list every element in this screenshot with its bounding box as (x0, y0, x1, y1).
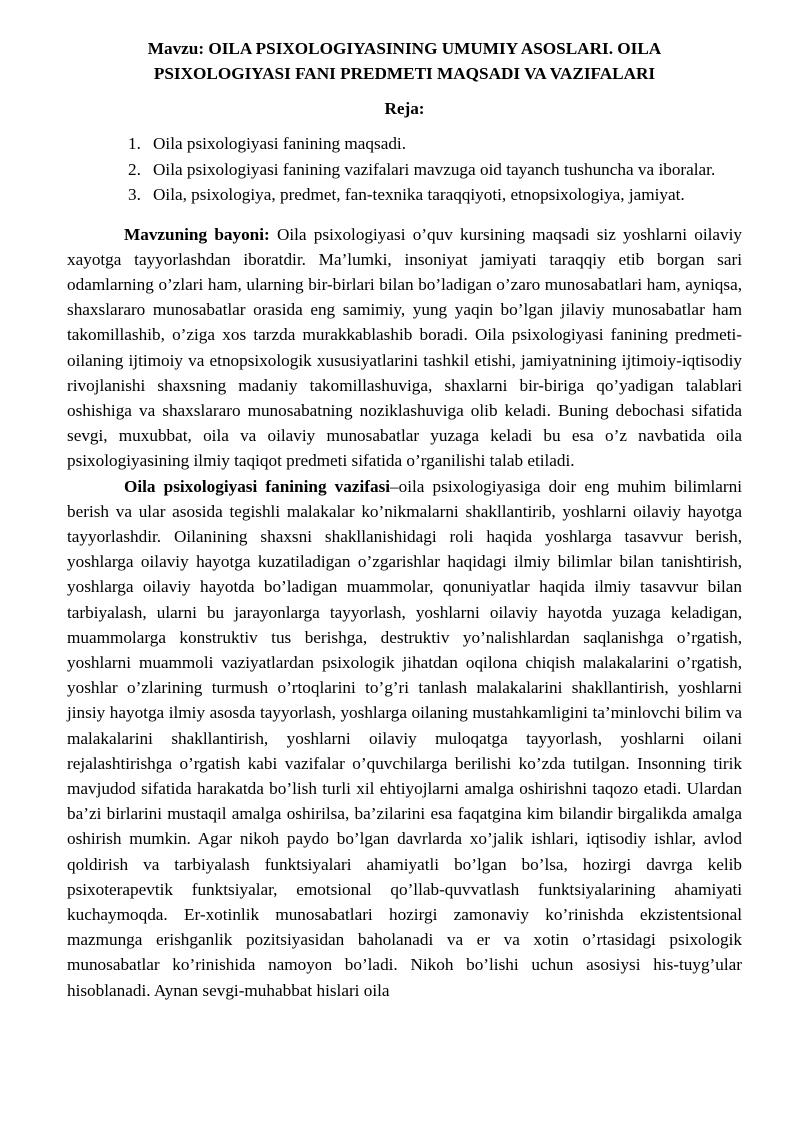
plan-item-text: Oila psixologiyasi fanining maqsadi. (153, 134, 407, 153)
document-title (67, 36, 742, 86)
plan-heading: Reja: (384, 99, 425, 118)
plan-item (128, 182, 742, 208)
plan-item (128, 157, 742, 183)
plan-item-number: 2. (128, 159, 141, 179)
plan-item-text: Oila psixologiyasi fanining vazifalari mavzuga oid tayanch tushuncha va iboralar. (153, 159, 716, 179)
title-line-2: PSIXOLOGIYASI FANI PREDMETI MAQSADI VA VAZIFALARI (153, 64, 656, 83)
paragraph-lead: Mavzuning bayoni: (124, 224, 270, 244)
body-paragraph (67, 474, 742, 1003)
plan-list (67, 131, 742, 208)
body-paragraph (67, 222, 742, 474)
plan-item-number: 1. (128, 134, 141, 153)
paragraph-lead: Oila psixologiyasi fanining vazifasi (124, 476, 391, 496)
paragraph-text: Oila psixologiyasi o’quv kursining maqsadi siz yoshlarni oilaviy xayotga tayyorlashdan iboratdir. Ma’lumki, insoniyat jamiyati taraqqiy etib borgan sari odamlarning o’zlari ham, ularning bir-birlari bilan bo’ladigan o’zaro munosabatlari ham, ayniqsa, shaxslararo munosabatlar orasida eng samimiy, yung yaqin bo’lgan jilaviy munosabatlar ham takomillashib, o’ziga xos tarzda murakkablashib boradi. Oila psixologiyasi fanining predmeti-oilaning ijtimoiy va etnopsixologik xususiyatlarini tashkil etishi, jamiyatnining ijtimoiy-iqtisodiy rivojlanishi shaxsning madaniy takomillashuviga, shaxlarni bir-biriga qo’yadigan talablari oshishiga va shaxslararo munosabatning noziklashuviga olib keladi. Buning debochasi sifatida sevgi, muxubbat, oila va oilaviy munosabatlar yuzaga keladi bu esa o’z navbatida oila psixologiyasining ilmiy taqiqot predmeti sifatida o’rganilishi talab etiladi. (67, 224, 743, 471)
title-line-1: Mavzu: OILA PSIXOLOGIYASINING UMUMIY ASOSLARI. OILA (147, 39, 662, 58)
paragraph-text: –oila psixologiyasiga doir eng muhim bilimlarni berish va ular asosida tegishli malakalar ko’nikmalarni shakllantirib, yoshlarni oilaviy hayotga tayyorlashdir. Oilanining shaxsni shakllanishidagi roli haqida yoshlarga tasavvur berish, yoshlarga oilaviy hayotga kuzatiladigan o’zgarishlar haqidagi ilmiy bilimlar bilan tanishtirish, yoshlarga oilaviy hayotda bo’ladigan muammolar, qonuniyatlar haqida ilmiy tasavvur bilan tarbiyalash, ularni bu jarayonlarga tayyorlash, yoshlarni oilaviy hayotda yuzaga keladigan, muammolarga konstruktiv tus berishga, destruktiv yo’nalishlardan saqlanishga o’rgatish, yoshlarni muammoli vaziyatlardan psixologik jihatdan oqilona chiqish malakalarini o’rgatish, yoshlar o’zlarining turmush o’rtoqlarini to’g’ri tanlash malakalarini shakllantirish, yoshlarni jinsiy hayotga ilmiy asosda tayyorlash, yoshlarga oilaning mustahkamligini ta’minlovchi bilim va malakalarini shakllantirish, yoshlarni oilaviy muloqatga tayyorlash, yoshlarni oilani rejalashtirishga o’rgatish kabi vazifalar o’quvchilarga berilishi ko’zda tutilgan. Insonning tirik mavjudod sifatida harakatda bo’lish turli xil ehtiyojlarni amalga oshirishni taqozo etadi. Ulardan ba’zi birlarini mustaqil amalga oshirilsa, ba’zilarini esa faqatgina kim bilandir birgalikda amalga oshirish mumkin. Agar nikoh paydo bo’lgan davrlarda xo’jalik ishlari, iqtisodiy ishlar, avlod qoldirish va tarbiyalash funktsiyalari ahamiyatli bo’lgan bo’lsa, hozirgi davrga kelib psixoterapevtik funktsiyalar, emotsional qo’llab-quvvatlash funktsiyalarining ahamiyati kuchaymoqda. Er-xotinlik munosabatlari hozirgi zamonaviy ko’rinishda ekzistentsional mazmunga erishganlik pozitsiyasidan baholanadi va er va xotin o’rtasidagi psixologik munosabatlar ko’rinishida namoyon bo’ladi. Nikoh bo’lishi uchun asosiysi his-tuyg’ular hisoblanadi. Aynan sevgi-muhabbat hislari oila (67, 476, 742, 1000)
plan-item-text: Oila, psixologiya, predmet, fan-texnika taraqqiyoti, etnopsixologiya, jamiyat. (153, 185, 685, 204)
plan-item (128, 131, 742, 157)
plan-item-number: 3. (128, 185, 141, 204)
